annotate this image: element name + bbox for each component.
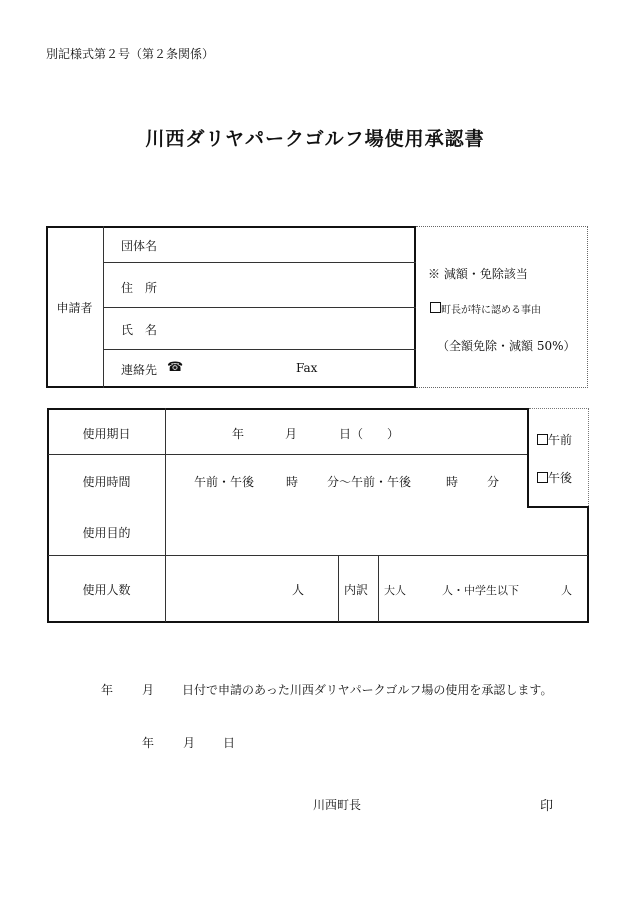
applicant-divider-2 — [104, 307, 416, 308]
usage-count-label: 使用人数 — [82, 583, 131, 597]
child-unit: 人 — [561, 584, 572, 597]
time-from-min-to: 分～午前・午後 — [327, 475, 412, 489]
approval-date-month: 月 — [183, 736, 196, 750]
seal-mark: 印 — [540, 799, 554, 814]
name-label: 氏 名 — [121, 323, 158, 337]
usage-label-divider — [165, 408, 166, 622]
form-reference: 別記様式第２号（第２条関係） — [46, 47, 215, 61]
count-divider-2 — [378, 555, 379, 622]
time-from-hour: 時 — [286, 475, 299, 489]
pm-checkbox[interactable] — [537, 472, 548, 483]
count-unit: 人 — [292, 583, 305, 597]
page-title: 川西ダリヤパークゴルフ場使用承認書 — [145, 128, 485, 150]
mayor-reason-checkbox[interactable] — [430, 302, 441, 313]
address-label: 住 所 — [121, 281, 158, 295]
pm-label: 午後 — [548, 471, 573, 485]
usage-top-border — [47, 408, 528, 410]
adult-label: 大人 — [384, 584, 406, 597]
applicant-divider-1 — [104, 262, 416, 263]
am-label: 午前 — [548, 433, 573, 447]
ampm-dotted-top — [529, 408, 589, 409]
group-name-label: 団体名 — [121, 239, 158, 253]
time-to-min: 分 — [487, 475, 500, 489]
am-checkbox[interactable] — [537, 434, 548, 445]
count-divider-1 — [338, 555, 339, 622]
usage-row-divider-1 — [48, 454, 527, 455]
mayor-title: 川西町長 — [313, 798, 362, 812]
approval-date-day: 日 — [223, 736, 236, 750]
applicant-label-text: 申請者 — [56, 300, 93, 315]
date-year: 年 — [232, 427, 245, 441]
usage-date-label: 使用期日 — [82, 427, 131, 441]
usage-right-border — [587, 506, 589, 623]
applicant-divider-3 — [104, 349, 416, 350]
usage-time-label: 使用時間 — [82, 475, 131, 489]
time-from-ampm: 午前・午後 — [194, 475, 255, 489]
approval-text: 日付で申請のあった川西ダリヤパークゴルフ場の使用を承認します。 — [182, 683, 553, 697]
date-day: 日（ ） — [339, 427, 400, 441]
breakdown-label: 内訳 — [344, 583, 369, 597]
time-to-hour: 時 — [446, 475, 459, 489]
exemption-title: ※ 減額・免除該当 — [428, 267, 528, 281]
usage-row-divider-3 — [48, 555, 588, 556]
approval-month: 月 — [142, 683, 155, 697]
date-month: 月 — [285, 427, 298, 441]
usage-purpose-label: 使用目的 — [82, 526, 131, 540]
ampm-dotted-right — [588, 408, 589, 506]
approval-date-year: 年 — [142, 736, 155, 750]
mayor-reason-label: 町長が特に認める事由 — [441, 305, 541, 316]
contact-label: 連絡先 — [121, 363, 158, 377]
phone-icon: ☎ — [167, 360, 184, 375]
exemption-detail: （全額免除・減額 50%） — [437, 339, 576, 353]
usage-step-border — [527, 506, 589, 508]
usage-inner-right-border — [527, 408, 529, 508]
fax-label: Fax — [296, 361, 318, 375]
approval-year: 年 — [101, 683, 114, 697]
applicant-label — [46, 226, 104, 388]
mid-label: 人・中学生以下 — [442, 584, 519, 597]
usage-bottom-border — [47, 621, 589, 623]
